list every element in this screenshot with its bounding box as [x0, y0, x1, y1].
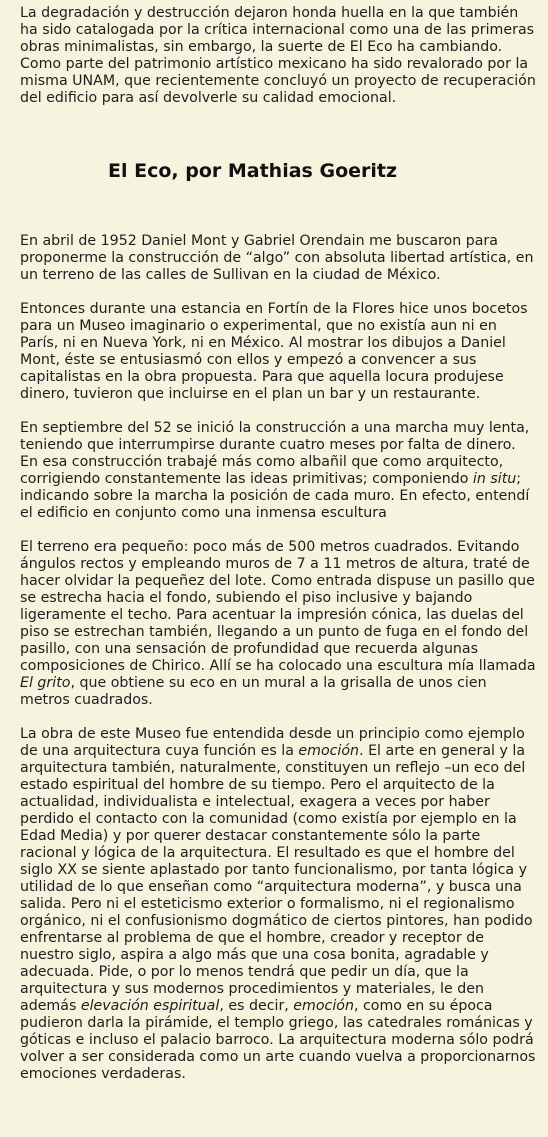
paragraph-2: Entonces durante una estancia en Fortín de la Flores hice unos bocetos para un Museo imaginario o experimental, que no existía aun ni en París, ni en Nueva York, ni en México. Al mostrar los dibujos a Daniel Mont, éste se entusiasmó con ellos y empezó a convencer a sus capitalistas en la obra propuesta. Para que aquella locura produjese dinero, tuvieron que incluirse en el plan un bar y un restaurante. — [20, 301, 528, 402]
paragraph-4-text-a: El terreno era pequeño: poco más de 500 metros cuadrados. Evitando ángulos rectos y empleando muros de 7 a 11 metros de altura, traté de hacer olvidar la pequeñez del lote. Como entrada dispuse un pasillo que se estrecha hacia el fondo, subiendo el piso inclusive y bajando ligeramente el techo. Para acentuar la impresión cónica, las duelas del piso se estrechan también, llegando a un punto de fuga en el fondo del pasillo, con una sensación de profundidad que recuerda algunas composiciones de Chirico. Allí se ha colocado una escultura mía llamada — [20, 539, 536, 674]
paragraph-5-italic-emocion-2: emoción — [293, 998, 354, 1014]
paragraph-5-text-a: La obra de este Museo fue entendida desde un principio como ejemplo de una arquitectura cuya función es la — [20, 726, 525, 759]
paragraph-5-italic-elevacion: elevación espiritual — [80, 998, 220, 1014]
paragraph-3-italic-in-situ: in situ — [472, 471, 517, 487]
paragraph-4-italic-el-grito: El grito — [20, 675, 71, 691]
paragraph-5-text-d: , como en su época pudieron darla la pirámide, el templo griego, las catedrales románicas y góticas e incluso el palacio barroco. La arquitectura moderna sólo podrá volver a ser considerada como un arte cuando vuelva a proporcionarnos emociones verdaderas. — [20, 998, 536, 1082]
paragraph-5-text-b: . El arte en general y la arquitectura también, naturalmente, constituyen un reflejo –un eco del estado espiritual del hombre de su tiempo. Pero el arquitecto de la actualidad, individualista e intelectual, exagera a veces por haber perdido el contacto con la comunidad (como existía por ejemplo en la Edad Media) y por querer destacar constantemente sólo la parte racional y lógica de la arquitectura. El resultado es que el hombre del siglo XX se siente aplastado por tanto funcionalismo, por tanta lógica y utilidad de lo que enseñan como “arquitectura moderna”, y busca una salida. Pero ni el esteticismo exterior o formalismo, ni el regionalismo orgánico, ni el confusionismo dogmático de ciertos pintores, han podido enfrentarse al problema de que el hombre, creador y receptor de nuestro siglo, aspira a algo más que una cosa bonita, agradable y adecuada. Pide, o por lo menos tendrá que pedir un día, que la arquitectura y sus modernos procedimientos y materiales, le den además — [20, 743, 533, 1014]
article-title: El Eco, por Mathias Goeritz — [108, 160, 398, 182]
paragraph-5-text-c: , es decir, — [219, 998, 294, 1014]
paragraph-3-text-b: ; indicando sobre la marcha la posición de cada muro. En efecto, entendí el edificio en conjunto como una inmensa escultura — [20, 471, 530, 521]
paragraph-3-text-a: En septiembre del 52 se inició la construcción a una marcha muy lenta, teniendo que interrumpirse durante cuatro meses por falta de dinero. En esa construcción trabajé más como albañil que como arquitecto, corrigiendo constantemente las ideas primitivas; componiendo — [20, 420, 530, 487]
paragraph-3 — [20, 420, 538, 522]
paragraph-1: En abril de 1952 Daniel Mont y Gabriel Orendain me buscaron para proponerme la construcción de “algo” con absoluta libertad artística, en un terreno de las calles de Sullivan en la ciudad de México. — [20, 233, 534, 283]
paragraph-5-italic-emocion-1: emoción — [298, 743, 360, 759]
paragraph-5 — [20, 726, 538, 1083]
paragraph-4-text-b: , que obtiene su eco en un mural a la grisalla de unos cien metros cuadrados. — [20, 675, 487, 708]
intro-paragraph: La degradación y destrucción dejaron honda huella en la que también ha sido catalogada por la crítica internacional como una de las primeras obras minimalistas, sin embargo, la suerte de El Eco ha cambiando. Como parte del patrimonio artístico mexicano ha sido revalorado por la misma UNAM, que recientemente concluyó un proyecto de recuperación del edificio para así devolverle su calidad emocional. — [20, 5, 536, 106]
paragraph-4 — [20, 539, 538, 709]
